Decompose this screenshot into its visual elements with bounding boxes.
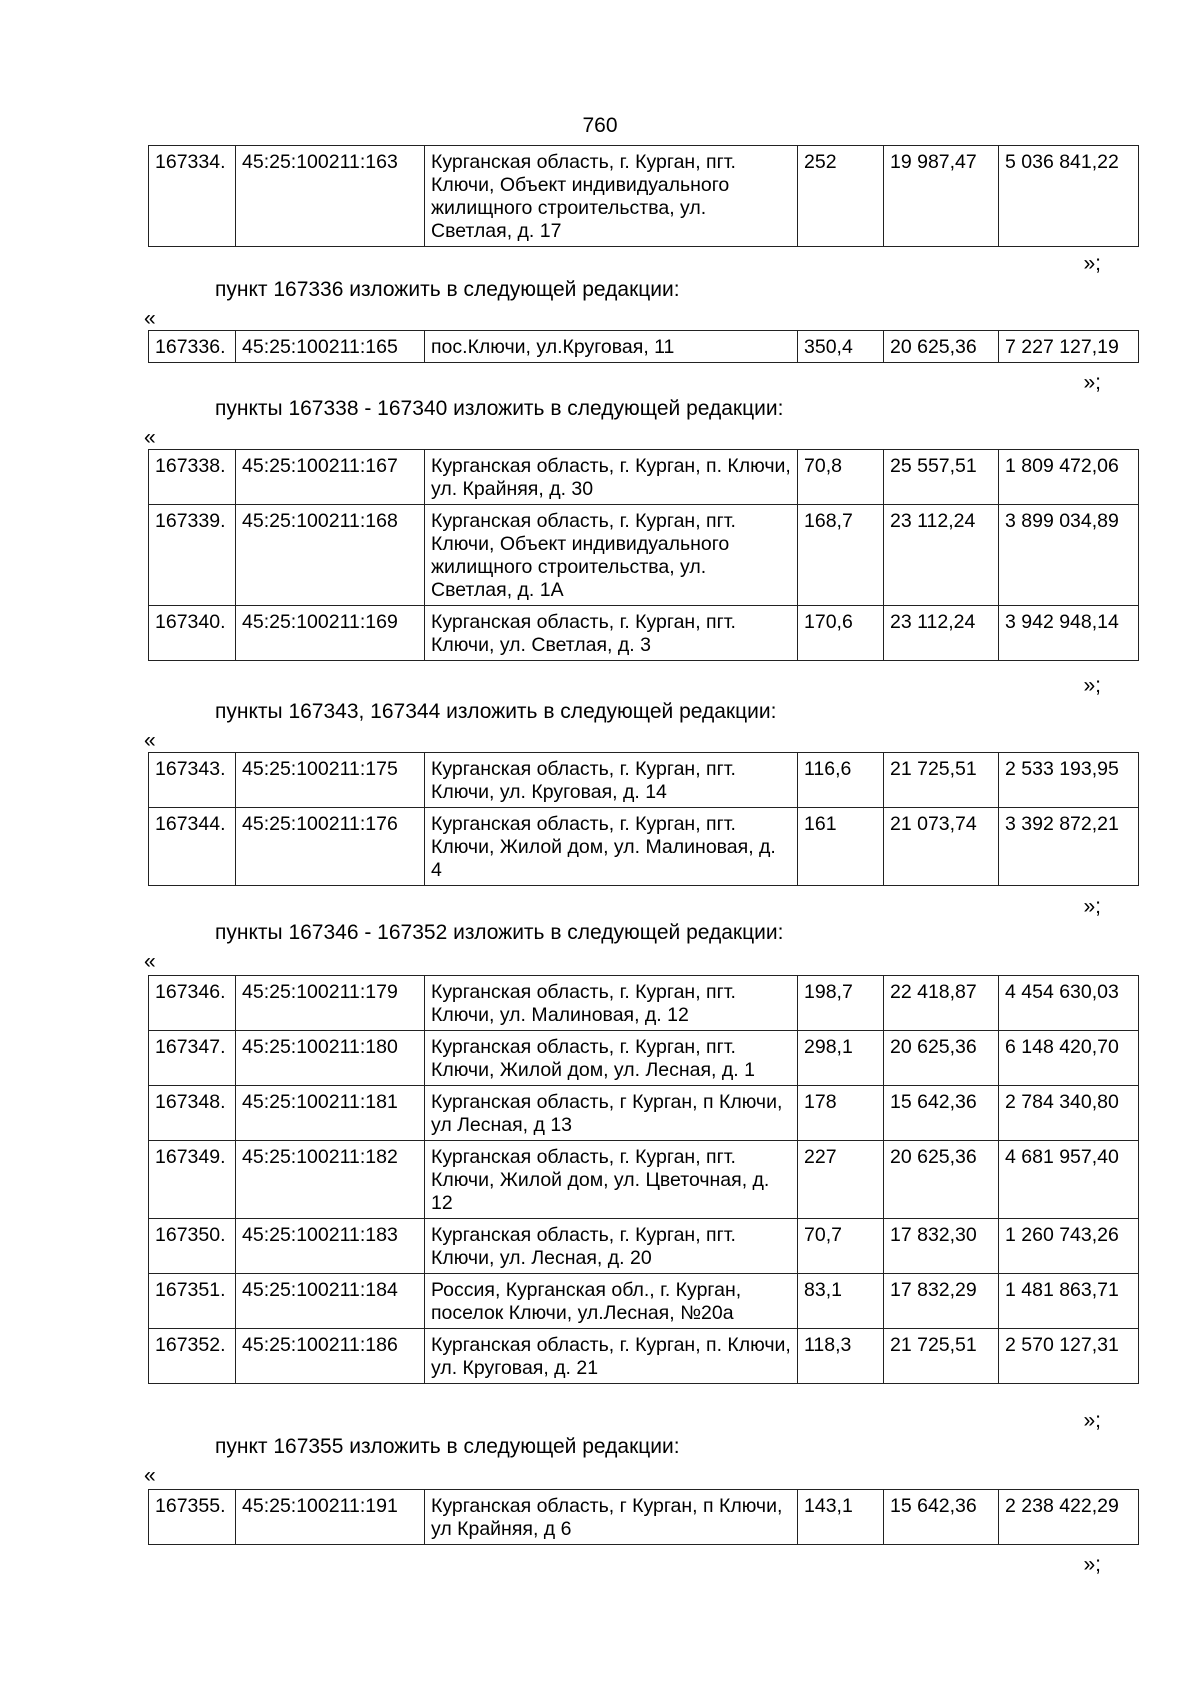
cell-area: 298,1 <box>798 1031 884 1086</box>
cell-num: 167340. <box>149 606 236 661</box>
cell-rate: 19 987,47 <box>884 146 999 247</box>
cell-num: 167350. <box>149 1219 236 1274</box>
cell-address: пос.Ключи, ул.Круговая, 11 <box>425 331 798 363</box>
cell-address: Курганская область, г. Курган, п. Ключи, ул. Крайняя, д. 30 <box>425 450 798 505</box>
cell-value: 2 238 422,29 <box>999 1490 1139 1545</box>
cell-value: 1 809 472,06 <box>999 450 1139 505</box>
cell-address: Курганская область, г. Курган, пгт. Ключи, Жилой дом, ул. Цветочная, д. 12 <box>425 1141 798 1219</box>
cell-area: 350,4 <box>798 331 884 363</box>
instruction-text: пункт 167336 изложить в следующей редакции: <box>215 278 680 301</box>
cell-cadastral: 45:25:100211:175 <box>236 753 425 808</box>
open-quote: « <box>144 729 156 752</box>
cell-rate: 21 725,51 <box>884 1329 999 1384</box>
table-row <box>149 1086 1139 1141</box>
cell-rate: 17 832,30 <box>884 1219 999 1274</box>
cell-num: 167347. <box>149 1031 236 1086</box>
cell-area: 178 <box>798 1086 884 1141</box>
cell-address: Курганская область, г. Курган, пгт. Ключи, Объект индивидуального жилищного строительства, ул. Светлая, д. 1А <box>425 505 798 606</box>
cell-num: 167336. <box>149 331 236 363</box>
cell-cadastral: 45:25:100211:184 <box>236 1274 425 1329</box>
cell-cadastral: 45:25:100211:182 <box>236 1141 425 1219</box>
cell-value: 1 481 863,71 <box>999 1274 1139 1329</box>
cell-cadastral: 45:25:100211:168 <box>236 505 425 606</box>
cell-rate: 23 112,24 <box>884 505 999 606</box>
cell-rate: 21 073,74 <box>884 808 999 886</box>
cell-area: 161 <box>798 808 884 886</box>
cell-value: 3 899 034,89 <box>999 505 1139 606</box>
table-section-3 <box>148 752 1139 886</box>
cell-cadastral: 45:25:100211:163 <box>236 146 425 247</box>
table-row <box>149 146 1139 247</box>
table-section-2 <box>148 449 1139 661</box>
cell-address: Курганская область, г. Курган, пгт. Ключи, Жилой дом, ул. Малиновая, д. 4 <box>425 808 798 886</box>
table-row <box>149 808 1139 886</box>
cell-num: 167355. <box>149 1490 236 1545</box>
table-row <box>149 450 1139 505</box>
cell-rate: 20 625,36 <box>884 1031 999 1086</box>
table-section-4 <box>148 975 1139 1384</box>
cell-rate: 23 112,24 <box>884 606 999 661</box>
cell-num: 167351. <box>149 1274 236 1329</box>
page-number: 760 <box>582 114 618 137</box>
cell-num: 167339. <box>149 505 236 606</box>
cell-address: Курганская область, г. Курган, пгт. Ключи, ул. Малиновая, д. 12 <box>425 976 798 1031</box>
cell-num: 167348. <box>149 1086 236 1141</box>
instruction-text: пункты 167343, 167344 изложить в следующей редакции: <box>215 700 777 723</box>
cell-cadastral: 45:25:100211:179 <box>236 976 425 1031</box>
cell-cadastral: 45:25:100211:167 <box>236 450 425 505</box>
cell-address: Курганская область, г. Курган, п. Ключи, ул. Круговая, д. 21 <box>425 1329 798 1384</box>
cell-area: 170,6 <box>798 606 884 661</box>
cell-cadastral: 45:25:100211:180 <box>236 1031 425 1086</box>
cell-value: 3 942 948,14 <box>999 606 1139 661</box>
cell-area: 70,8 <box>798 450 884 505</box>
cell-address: Курганская область, г. Курган, пгт. Ключи, ул. Лесная, д. 20 <box>425 1219 798 1274</box>
cell-value: 4 681 957,40 <box>999 1141 1139 1219</box>
cell-value: 1 260 743,26 <box>999 1219 1139 1274</box>
instruction-text: пункты 167338 - 167340 изложить в следующей редакции: <box>215 397 784 420</box>
cell-rate: 22 418,87 <box>884 976 999 1031</box>
cell-num: 167334. <box>149 146 236 247</box>
table-row <box>149 753 1139 808</box>
table-section-1 <box>148 330 1139 363</box>
cell-rate: 20 625,36 <box>884 331 999 363</box>
table-row <box>149 1274 1139 1329</box>
cell-area: 227 <box>798 1141 884 1219</box>
cell-rate: 20 625,36 <box>884 1141 999 1219</box>
close-quote: »; <box>1083 252 1101 275</box>
cell-address: Курганская область, г. Курган, пгт. Ключи, Объект индивидуального жилищного строительства, ул. Светлая, д. 17 <box>425 146 798 247</box>
cell-cadastral: 45:25:100211:181 <box>236 1086 425 1141</box>
table-row <box>149 976 1139 1031</box>
cell-num: 167352. <box>149 1329 236 1384</box>
cell-rate: 21 725,51 <box>884 753 999 808</box>
table-section-0 <box>148 145 1139 247</box>
cell-cadastral: 45:25:100211:169 <box>236 606 425 661</box>
cell-address: Курганская область, г Курган, п Ключи, ул Лесная, д 13 <box>425 1086 798 1141</box>
open-quote: « <box>144 307 156 330</box>
cell-area: 118,3 <box>798 1329 884 1384</box>
cell-value: 2 533 193,95 <box>999 753 1139 808</box>
cell-area: 116,6 <box>798 753 884 808</box>
close-quote: »; <box>1083 1409 1101 1432</box>
cell-area: 70,7 <box>798 1219 884 1274</box>
close-quote: »; <box>1083 674 1101 697</box>
cell-rate: 15 642,36 <box>884 1490 999 1545</box>
table-section-5 <box>148 1489 1139 1545</box>
cell-area: 198,7 <box>798 976 884 1031</box>
close-quote: »; <box>1083 895 1101 918</box>
cell-address: Курганская область, г. Курган, пгт. Ключи, ул. Круговая, д. 14 <box>425 753 798 808</box>
table-row <box>149 1141 1139 1219</box>
cell-num: 167343. <box>149 753 236 808</box>
table-row <box>149 331 1139 363</box>
cell-num: 167349. <box>149 1141 236 1219</box>
cell-area: 168,7 <box>798 505 884 606</box>
open-quote: « <box>144 950 156 973</box>
cell-num: 167344. <box>149 808 236 886</box>
table-row <box>149 1490 1139 1545</box>
close-quote: »; <box>1083 371 1101 394</box>
table-row <box>149 606 1139 661</box>
cell-num: 167338. <box>149 450 236 505</box>
cell-value: 5 036 841,22 <box>999 146 1139 247</box>
cell-cadastral: 45:25:100211:186 <box>236 1329 425 1384</box>
close-quote: »; <box>1083 1553 1101 1576</box>
cell-cadastral: 45:25:100211:165 <box>236 331 425 363</box>
table-row <box>149 1031 1139 1086</box>
open-quote: « <box>144 426 156 449</box>
cell-cadastral: 45:25:100211:176 <box>236 808 425 886</box>
cell-value: 6 148 420,70 <box>999 1031 1139 1086</box>
cell-cadastral: 45:25:100211:191 <box>236 1490 425 1545</box>
cell-cadastral: 45:25:100211:183 <box>236 1219 425 1274</box>
cell-rate: 15 642,36 <box>884 1086 999 1141</box>
table-row <box>149 1329 1139 1384</box>
cell-address: Курганская область, г. Курган, пгт. Ключи, Жилой дом, ул. Лесная, д. 1 <box>425 1031 798 1086</box>
cell-value: 2 570 127,31 <box>999 1329 1139 1384</box>
cell-rate: 25 557,51 <box>884 450 999 505</box>
instruction-text: пункты 167346 - 167352 изложить в следующей редакции: <box>215 921 784 944</box>
cell-value: 2 784 340,80 <box>999 1086 1139 1141</box>
cell-num: 167346. <box>149 976 236 1031</box>
cell-area: 83,1 <box>798 1274 884 1329</box>
cell-rate: 17 832,29 <box>884 1274 999 1329</box>
table-row <box>149 505 1139 606</box>
cell-address: Курганская область, г Курган, п Ключи, ул Крайняя, д 6 <box>425 1490 798 1545</box>
cell-value: 3 392 872,21 <box>999 808 1139 886</box>
cell-address: Россия, Курганская обл., г. Курган, поселок Ключи, ул.Лесная, №20а <box>425 1274 798 1329</box>
cell-value: 4 454 630,03 <box>999 976 1139 1031</box>
instruction-text: пункт 167355 изложить в следующей редакции: <box>215 1435 680 1458</box>
open-quote: « <box>144 1464 156 1487</box>
cell-value: 7 227 127,19 <box>999 331 1139 363</box>
cell-area: 143,1 <box>798 1490 884 1545</box>
cell-area: 252 <box>798 146 884 247</box>
table-row <box>149 1219 1139 1274</box>
cell-address: Курганская область, г. Курган, пгт. Ключи, ул. Светлая, д. 3 <box>425 606 798 661</box>
